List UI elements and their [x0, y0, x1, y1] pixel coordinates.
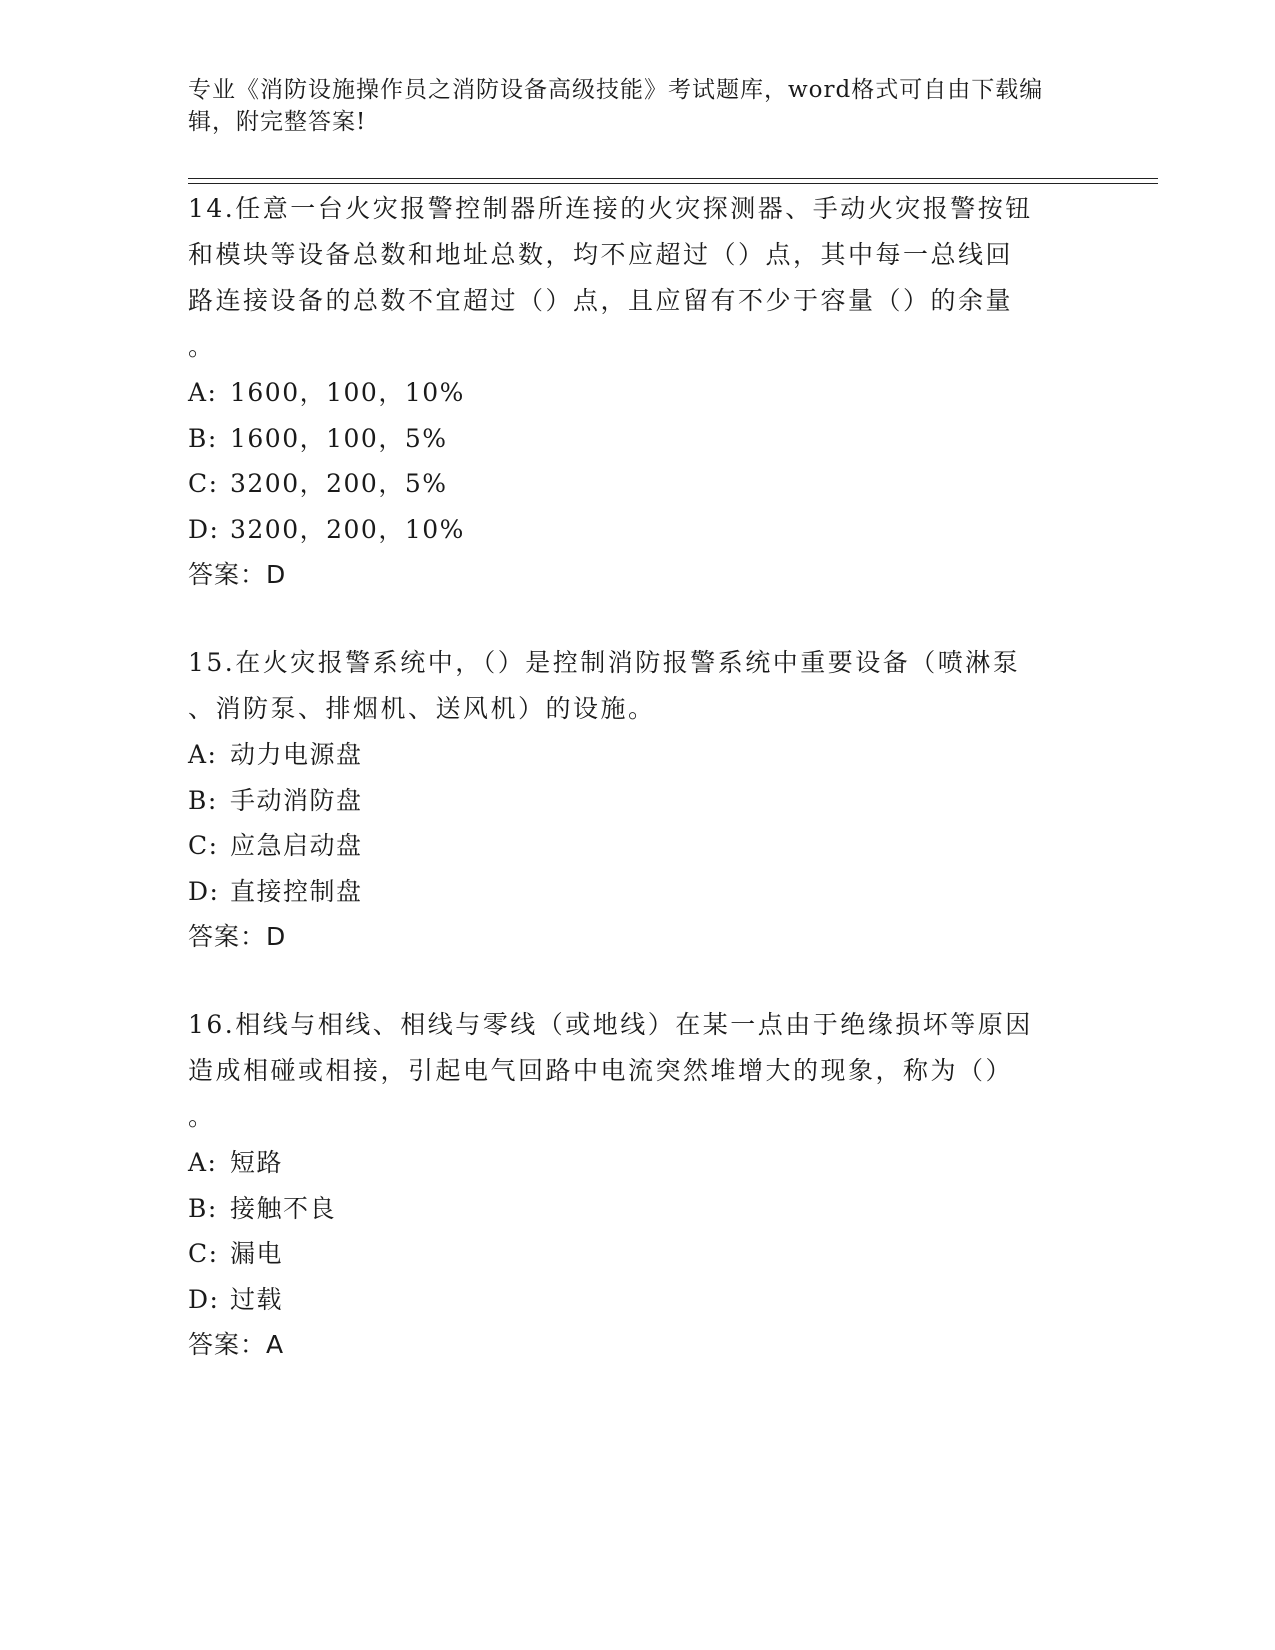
question-stem-line: 造成相碰或相接，引起电气回路中电流突然堆增大的现象，称为（）: [188, 1056, 1014, 1085]
option-d: [188, 507, 1088, 553]
question-15: [188, 640, 1088, 960]
option-a: [188, 370, 1088, 416]
question-stem-line: 14.任意一台火灾报警控制器所连接的火灾探测器、手动火灾报警按钮: [188, 194, 1033, 223]
option-letter: A:: [188, 740, 218, 769]
option-letter: C:: [188, 469, 219, 498]
header-divider-top: [188, 178, 1158, 179]
option-letter: D:: [188, 1284, 220, 1314]
question-stem-tail: 。: [188, 332, 214, 361]
option-text: 3200，200，5%: [230, 469, 448, 498]
question-stem-line: 路连接设备的总数不宜超过（）点，且应留有不少于容量（）的余量: [188, 286, 1014, 315]
option-letter: B:: [188, 1193, 218, 1223]
option-text: 直接控制盘: [230, 876, 363, 906]
option-text: 3200，200，10%: [230, 514, 465, 544]
question-16: [188, 1002, 1088, 1368]
answer-line: 答案：D: [188, 922, 287, 951]
option-c: [188, 461, 1088, 507]
question-stem-line: 、消防泵、排烟机、送风机）的设施。: [188, 694, 656, 723]
option-text: 漏电: [230, 1239, 284, 1268]
option-text: 手动消防盘: [230, 785, 363, 815]
option-c: [188, 1231, 1088, 1277]
option-b: [188, 416, 1088, 462]
option-letter: B:: [188, 785, 218, 815]
option-a: [188, 1140, 1088, 1186]
option-text: 应急启动盘: [230, 831, 363, 860]
option-letter: A:: [188, 1148, 218, 1177]
option-text: 1600，100，10%: [230, 378, 465, 407]
header-divider-bottom: [188, 183, 1158, 184]
option-b: [188, 1186, 1088, 1232]
question-stem-line: 16.相线与相线、相线与零线（或地线）在某一点由于绝缘损坏等原因: [188, 1010, 1033, 1039]
question-stem-line: 和模块等设备总数和地址总数，均不应超过（）点，其中每一总线回: [188, 240, 1014, 269]
option-c: [188, 823, 1088, 869]
option-text: 1600，100，5%: [230, 423, 448, 453]
question-14: [188, 186, 1088, 598]
option-text: 动力电源盘: [230, 740, 363, 769]
question-stem-line: 15.在火灾报警系统中，（）是控制消防报警系统中重要设备（喷淋泵: [188, 648, 1021, 677]
option-letter: C:: [188, 831, 219, 860]
option-letter: A:: [188, 378, 218, 407]
option-a: [188, 732, 1088, 778]
option-text: 接触不良: [230, 1193, 337, 1223]
option-letter: D:: [188, 514, 220, 544]
option-d: [188, 869, 1088, 915]
question-stem-tail: 。: [188, 1102, 214, 1131]
answer-line: 答案：A: [188, 1330, 285, 1359]
option-text: 过载: [230, 1284, 284, 1314]
option-b: [188, 778, 1088, 824]
answer-line: 答案：D: [188, 560, 287, 589]
option-letter: B:: [188, 423, 218, 453]
option-letter: C:: [188, 1239, 219, 1268]
option-letter: D:: [188, 876, 220, 906]
document-header: 专业《消防设施操作员之消防设备高级技能》考试题库，word格式可自由下载编辑，附完整答案!: [188, 77, 1044, 135]
option-text: 短路: [230, 1148, 284, 1177]
option-d: [188, 1277, 1088, 1323]
